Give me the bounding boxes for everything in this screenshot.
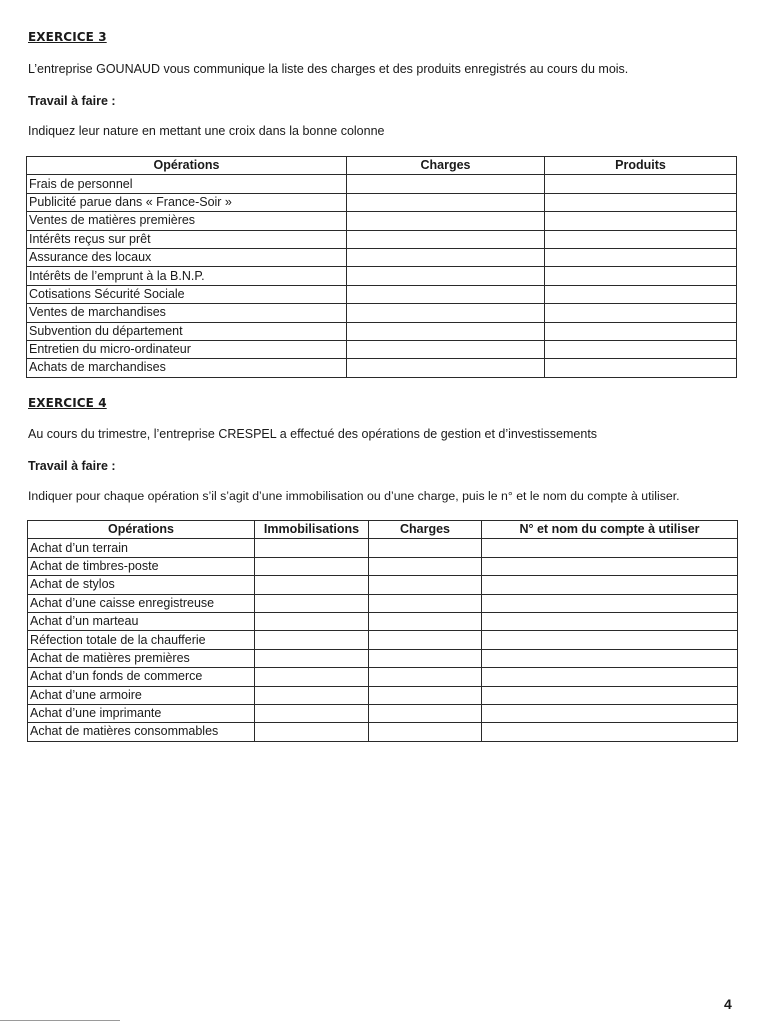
immobilisations-cell[interactable] [255,594,369,612]
header-charges: Charges [369,521,482,539]
table-row [28,576,738,594]
compte-cell[interactable] [482,723,738,741]
table-row [27,304,737,322]
operation-cell: Ventes de marchandises [27,304,347,322]
table-row [27,212,737,230]
operation-cell: Entretien du micro-ordinateur [27,340,347,358]
header-charges: Charges [347,157,545,175]
exercice3-task-label: Travail à faire : [28,94,116,108]
operation-cell: Publicité parue dans « France-Soir » [27,193,347,211]
compte-cell[interactable] [482,704,738,722]
table-row [28,649,738,667]
table-row [28,539,738,557]
charges-cell[interactable] [369,723,482,741]
charges-cell[interactable] [347,340,545,358]
charges-cell[interactable] [369,649,482,667]
table-row [28,723,738,741]
charges-cell[interactable] [347,267,545,285]
compte-cell[interactable] [482,612,738,630]
charges-cell[interactable] [347,322,545,340]
table-row [27,230,737,248]
produits-cell[interactable] [545,359,737,377]
charges-cell[interactable] [369,704,482,722]
charges-cell[interactable] [369,668,482,686]
table-row [27,175,737,193]
operation-cell: Ventes de matières premières [27,212,347,230]
table-row [27,193,737,211]
compte-cell[interactable] [482,668,738,686]
produits-cell[interactable] [545,175,737,193]
immobilisations-cell[interactable] [255,576,369,594]
table-row [28,612,738,630]
charges-cell[interactable] [369,557,482,575]
charges-cell[interactable] [347,304,545,322]
charges-cell[interactable] [369,631,482,649]
produits-cell[interactable] [545,285,737,303]
operation-cell: Achat d’une caisse enregistreuse [28,594,255,612]
produits-cell[interactable] [545,267,737,285]
operation-cell: Achat d’un marteau [28,612,255,630]
exercice3-table [26,156,737,378]
table-row [28,557,738,575]
operation-cell: Assurance des locaux [27,248,347,266]
exercice3-intro: L’entreprise GOUNAUD vous communique la liste des charges et des produits enregistrés au cours du mois. [28,62,629,76]
charges-cell[interactable] [347,175,545,193]
charges-cell[interactable] [347,285,545,303]
header-operations: Opérations [27,157,347,175]
immobilisations-cell[interactable] [255,649,369,667]
table-row [27,359,737,377]
operation-cell: Achat de matières premières [28,649,255,667]
table-row [27,248,737,266]
compte-cell[interactable] [482,649,738,667]
immobilisations-cell[interactable] [255,539,369,557]
operation-cell: Frais de personnel [27,175,347,193]
operation-cell: Intérêts reçus sur prêt [27,230,347,248]
operation-cell: Achats de marchandises [27,359,347,377]
charges-cell[interactable] [369,686,482,704]
exercice3-title: EXERCICE 3 [28,30,107,44]
produits-cell[interactable] [545,248,737,266]
table-row [28,668,738,686]
page-number: 4 [724,996,732,1012]
charges-cell[interactable] [347,248,545,266]
compte-cell[interactable] [482,576,738,594]
produits-cell[interactable] [545,230,737,248]
operation-cell: Réfection totale de la chaufferie [28,631,255,649]
produits-cell[interactable] [545,212,737,230]
exercice4-intro: Au cours du trimestre, l’entreprise CRESPEL a effectué des opérations de gestion et d’investissements [28,427,598,441]
header-immobilisations: Immobilisations [255,521,369,539]
operation-cell: Achat d’une armoire [28,686,255,704]
operation-cell: Subvention du département [27,322,347,340]
operation-cell: Intérêts de l’emprunt à la B.N.P. [27,267,347,285]
table-header-row [27,157,737,175]
operation-cell: Achat d’un fonds de commerce [28,668,255,686]
charges-cell[interactable] [369,539,482,557]
immobilisations-cell[interactable] [255,631,369,649]
table-row [27,267,737,285]
exercice4-task-label: Travail à faire : [28,459,116,473]
compte-cell[interactable] [482,539,738,557]
exercice4-title: EXERCICE 4 [28,396,107,410]
charges-cell[interactable] [347,230,545,248]
operation-cell: Achat d’une imprimante [28,704,255,722]
table-row [28,704,738,722]
table-row [28,686,738,704]
operation-cell: Achat de matières consommables [28,723,255,741]
operation-cell: Achat de timbres-poste [28,557,255,575]
charges-cell[interactable] [347,359,545,377]
table-header-row [28,521,738,539]
table-row [27,285,737,303]
immobilisations-cell[interactable] [255,612,369,630]
compte-cell[interactable] [482,557,738,575]
table-row [27,340,737,358]
immobilisations-cell[interactable] [255,686,369,704]
charges-cell[interactable] [369,576,482,594]
table-row [27,322,737,340]
charges-cell[interactable] [369,594,482,612]
compte-cell[interactable] [482,631,738,649]
header-produits: Produits [545,157,737,175]
immobilisations-cell[interactable] [255,704,369,722]
table-row [28,594,738,612]
produits-cell[interactable] [545,322,737,340]
footer-rule [0,1020,120,1021]
compte-cell[interactable] [482,594,738,612]
immobilisations-cell[interactable] [255,557,369,575]
operation-cell: Achat d’un terrain [28,539,255,557]
header-compte: N° et nom du compte à utiliser [482,521,738,539]
table-row [28,631,738,649]
compte-cell[interactable] [482,686,738,704]
operation-cell: Achat de stylos [28,576,255,594]
immobilisations-cell[interactable] [255,668,369,686]
exercice4-table [27,520,738,742]
produits-cell[interactable] [545,193,737,211]
charges-cell[interactable] [369,612,482,630]
exercice4-instruction: Indiquer pour chaque opération s’il s’agit d’une immobilisation ou d’une charge, puis le n° et le nom du compte à utiliser. [28,489,680,503]
produits-cell[interactable] [545,340,737,358]
exercice3-instruction: Indiquez leur nature en mettant une croix dans la bonne colonne [28,124,385,138]
produits-cell[interactable] [545,304,737,322]
charges-cell[interactable] [347,212,545,230]
charges-cell[interactable] [347,193,545,211]
header-operations: Opérations [28,521,255,539]
operation-cell: Cotisations Sécurité Sociale [27,285,347,303]
immobilisations-cell[interactable] [255,723,369,741]
